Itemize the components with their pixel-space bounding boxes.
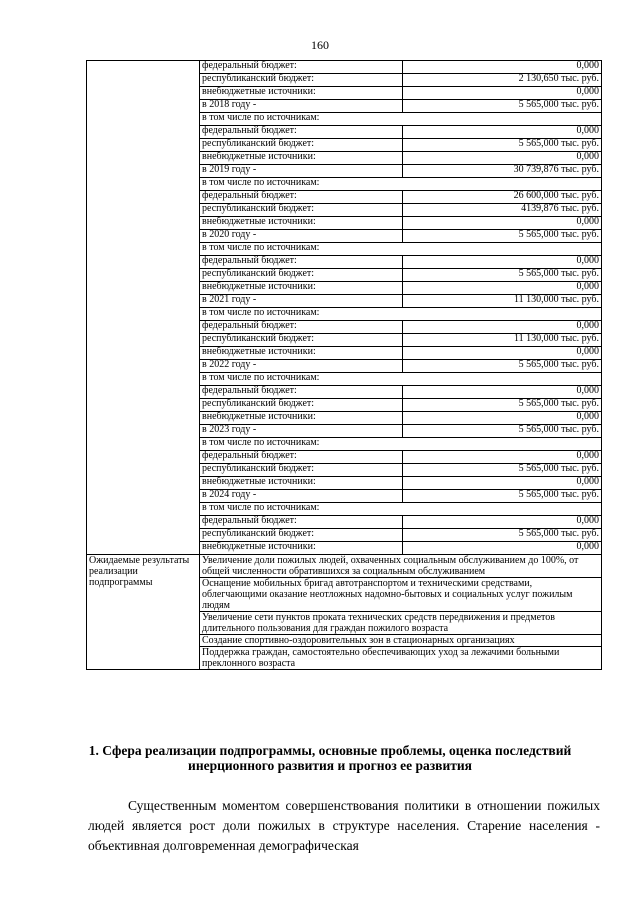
financing-source: в 2022 году -	[200, 360, 403, 373]
financing-amount: 5 565,000 тыс. руб.	[403, 139, 602, 152]
financing-amount: 5 565,000 тыс. руб.	[403, 230, 602, 243]
financing-source: в том числе по источникам:	[200, 243, 602, 256]
financing-source: республиканский бюджет:	[200, 334, 403, 347]
financing-source: в 2024 году -	[200, 490, 403, 503]
financing-amount: 0,000	[403, 347, 602, 360]
financing-amount: 0,000	[403, 61, 602, 74]
financing-source: федеральный бюджет:	[200, 256, 403, 269]
financing-source: внебюджетные источники:	[200, 152, 403, 165]
financing-source: в том числе по источникам:	[200, 113, 602, 126]
financing-source: республиканский бюджет:	[200, 74, 403, 87]
financing-amount: 0,000	[403, 217, 602, 230]
result-item: Поддержка граждан, самостоятельно обеспечивающих уход за лежачими больными преклонного возраста	[200, 647, 602, 670]
financing-amount: 5 565,000 тыс. руб.	[403, 399, 602, 412]
financing-amount: 5 565,000 тыс. руб.	[403, 100, 602, 113]
financing-source: республиканский бюджет:	[200, 399, 403, 412]
financing-amount: 0,000	[403, 152, 602, 165]
result-item: Увеличение сети пунктов проката технических средств передвижения и предметов длительного пользования для граждан пожилого возраста	[200, 612, 602, 635]
financing-amount: 11 130,000 тыс. руб.	[403, 334, 602, 347]
financing-amount: 0,000	[403, 477, 602, 490]
financing-source: внебюджетные источники:	[200, 87, 403, 100]
financing-source: внебюджетные источники:	[200, 347, 403, 360]
financing-source: в том числе по источникам:	[200, 438, 602, 451]
financing-source: федеральный бюджет:	[200, 126, 403, 139]
result-row	[87, 555, 602, 578]
financing-amount: 30 739,876 тыс. руб.	[403, 165, 602, 178]
financing-source: республиканский бюджет:	[200, 269, 403, 282]
financing-source: в том числе по источникам:	[200, 373, 602, 386]
financing-amount: 5 565,000 тыс. руб.	[403, 490, 602, 503]
financing-amount: 0,000	[403, 256, 602, 269]
financing-amount: 0,000	[403, 451, 602, 464]
financing-amount: 0,000	[403, 516, 602, 529]
financing-amount: 0,000	[403, 386, 602, 399]
financing-source: в том числе по источникам:	[200, 178, 602, 191]
financing-amount: 0,000	[403, 542, 602, 555]
financing-amount: 5 565,000 тыс. руб.	[403, 269, 602, 282]
financing-source: внебюджетные источники:	[200, 412, 403, 425]
result-item: Оснащение мобильных бригад автотранспортом и техническими средствами, облегчающими оказание неотложных надомно-бытовых и социальных услуг пожилым людям	[200, 578, 602, 612]
financing-source: в 2021 году -	[200, 295, 403, 308]
financing-source: в 2020 году -	[200, 230, 403, 243]
financing-source: внебюджетные источники:	[200, 542, 403, 555]
body-paragraph: Существенным моментом совершенствования политики в отношении пожилых людей является рост доли пожилых в структуре населения. Старение населения - объективная долговременная демографическая	[88, 798, 600, 853]
financing-amount: 0,000	[403, 282, 602, 295]
financing-source: в том числе по источникам:	[200, 503, 602, 516]
financing-row	[87, 61, 602, 74]
result-item: Создание спортивно-оздоровительных зон в стационарных организациях	[200, 635, 602, 647]
financing-source: федеральный бюджет:	[200, 191, 403, 204]
financing-amount: 11 130,000 тыс. руб.	[403, 295, 602, 308]
financing-source: в 2023 году -	[200, 425, 403, 438]
financing-amount: 0,000	[403, 321, 602, 334]
financing-source: федеральный бюджет:	[200, 61, 403, 74]
financing-source: республиканский бюджет:	[200, 204, 403, 217]
financing-source: в 2018 году -	[200, 100, 403, 113]
financing-amount: 0,000	[403, 126, 602, 139]
financing-source: внебюджетные источники:	[200, 477, 403, 490]
financing-source: внебюджетные источники:	[200, 217, 403, 230]
results-label: Ожидаемые результаты реализации подпрограммы	[87, 555, 200, 670]
budget-table	[86, 60, 602, 670]
financing-source: республиканский бюджет:	[200, 464, 403, 477]
financing-source: в 2019 году -	[200, 165, 403, 178]
expected-results	[87, 555, 602, 670]
financing-amount: 5 565,000 тыс. руб.	[403, 464, 602, 477]
financing-amount: 0,000	[403, 412, 602, 425]
financing-amount: 2 130,650 тыс. руб.	[403, 74, 602, 87]
financing-source: республиканский бюджет:	[200, 139, 403, 152]
financing-rows	[87, 61, 602, 555]
financing-amount: 4139,876 тыс. руб.	[403, 204, 602, 217]
financing-source: в том числе по источникам:	[200, 308, 602, 321]
financing-source: внебюджетные источники:	[200, 282, 403, 295]
financing-amount: 5 565,000 тыс. руб.	[403, 425, 602, 438]
financing-source: федеральный бюджет:	[200, 451, 403, 464]
financing-source: федеральный бюджет:	[200, 386, 403, 399]
financing-amount: 0,000	[403, 87, 602, 100]
financing-amount: 5 565,000 тыс. руб.	[403, 360, 602, 373]
financing-amount: 5 565,000 тыс. руб.	[403, 529, 602, 542]
result-item: Увеличение доли пожилых людей, охваченных социальным обслуживанием до 100%, от общей численности обратившихся за социальным обслуживанием	[200, 555, 602, 578]
financing-source: федеральный бюджет:	[200, 321, 403, 334]
page-number: 160	[311, 38, 329, 52]
financing-source: федеральный бюджет:	[200, 516, 403, 529]
financing-source: республиканский бюджет:	[200, 529, 403, 542]
financing-label-cell	[87, 61, 200, 555]
financing-amount: 26 600,000 тыс. руб.	[403, 191, 602, 204]
section-title: 1. Сфера реализации подпрограммы, основные проблемы, оценка последствий инерционного развития и прогноз ее развития	[88, 743, 572, 773]
